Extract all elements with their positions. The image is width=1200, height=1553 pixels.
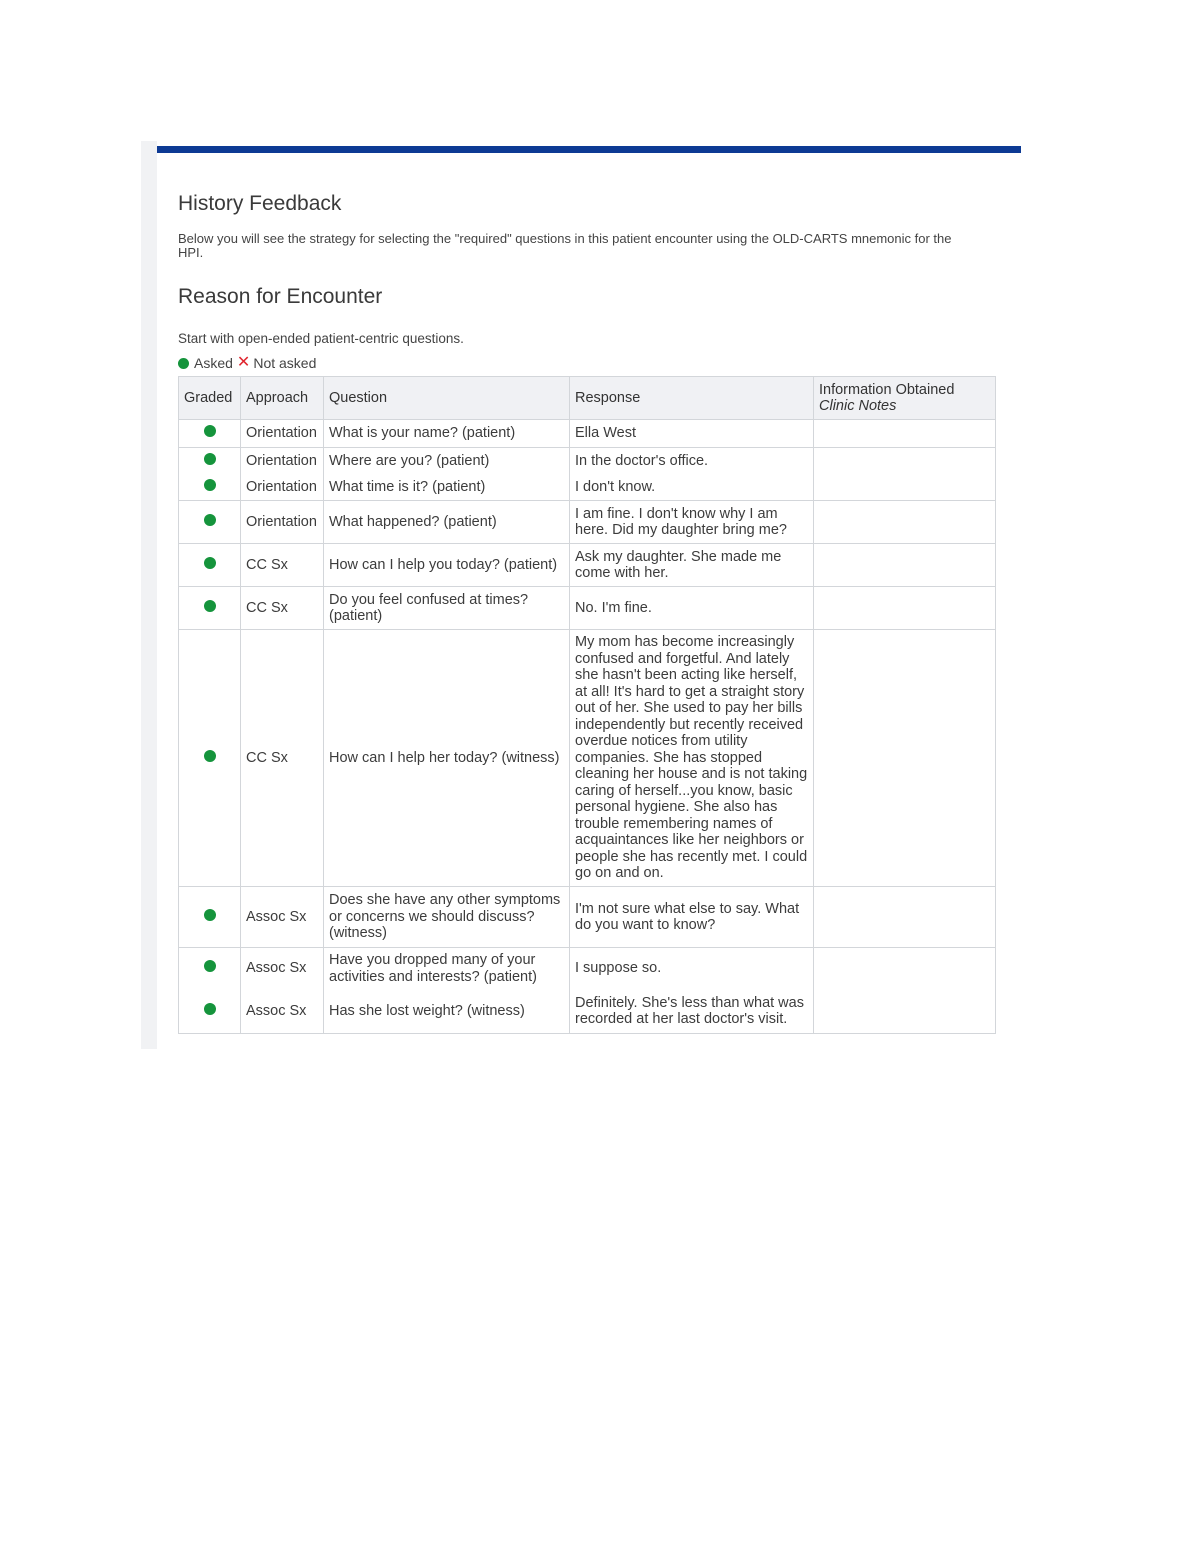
panel-content: [178, 153, 998, 1034]
graded-cell: [179, 989, 241, 1034]
info-cell: [814, 474, 996, 501]
header-info-label: Information Obtained: [819, 381, 955, 398]
question-cell: Do you feel confused at times? (patient): [324, 587, 570, 630]
asked-dot-icon: [204, 557, 216, 569]
info-cell: [814, 420, 996, 448]
asked-dot-icon: [204, 909, 216, 921]
table-row: [179, 989, 996, 1034]
graded-cell: [179, 948, 241, 990]
graded-cell: [179, 544, 241, 587]
info-cell: [814, 448, 996, 475]
page-title: History Feedback: [178, 192, 342, 215]
table-row: [179, 448, 996, 475]
legend-asked-label: Asked: [194, 355, 233, 371]
history-feedback-panel: [157, 141, 1021, 1049]
approach-cell: Assoc Sx: [241, 989, 324, 1034]
asked-dot-icon: [204, 479, 216, 491]
questions-table: [178, 376, 996, 1034]
asked-dot-icon: [204, 1003, 216, 1015]
approach-cell: Orientation: [241, 448, 324, 475]
page-gutter: [141, 141, 157, 1049]
table-row: [179, 501, 996, 544]
question-cell: Has she lost weight? (witness): [324, 989, 570, 1034]
info-cell: [814, 544, 996, 587]
graded-cell: [179, 587, 241, 630]
info-cell: [814, 989, 996, 1034]
table-row: [179, 474, 996, 501]
asked-dot-icon: [204, 425, 216, 437]
green-dot-icon: [178, 358, 189, 369]
header-approach[interactable]: Approach: [241, 377, 324, 420]
lead-text: Start with open-ended patient-centric questions.: [178, 331, 464, 346]
response-cell: I am fine. I don't know why I am here. Did my daughter bring me?: [570, 501, 814, 544]
table-row: [179, 948, 996, 990]
header-response[interactable]: Response: [570, 377, 814, 420]
table-row: [179, 887, 996, 948]
asked-dot-icon: [204, 600, 216, 612]
panel-accent-bar: [157, 146, 1021, 153]
legend: [178, 355, 998, 371]
response-cell: I suppose so.: [570, 948, 814, 990]
graded-cell: [179, 420, 241, 448]
response-cell: My mom has become increasingly confused and forgetful. And lately she hasn't been acting like herself, at all! It's hard to get a straight story out of her. She used to pay her bills independently but recently received overdue notices from utility companies. She has stopped cleaning her house and is not taking caring of herself...you know, basic personal hygiene. She also has trouble remembering names of acquaintances like her neighbors or people she has recently met. I could go on and on.: [570, 630, 814, 887]
response-cell: I don't know.: [570, 474, 814, 501]
header-graded[interactable]: Graded: [179, 377, 241, 420]
response-cell: In the doctor's office.: [570, 448, 814, 475]
response-cell: Ella West: [570, 420, 814, 448]
table-row: [179, 420, 996, 448]
header-info[interactable]: [814, 377, 996, 420]
response-cell: No. I'm fine.: [570, 587, 814, 630]
graded-cell: [179, 474, 241, 501]
header-question[interactable]: Question: [324, 377, 570, 420]
graded-cell: [179, 448, 241, 475]
graded-cell: [179, 501, 241, 544]
asked-dot-icon: [204, 960, 216, 972]
table-row: [179, 630, 996, 887]
response-cell: I'm not sure what else to say. What do you want to know?: [570, 887, 814, 948]
table-header-row: [179, 377, 996, 420]
table-row: [179, 587, 996, 630]
asked-dot-icon: [204, 514, 216, 526]
legend-not-asked-label: Not asked: [253, 355, 317, 371]
approach-cell: Orientation: [241, 420, 324, 448]
approach-cell: Assoc Sx: [241, 887, 324, 948]
question-cell: What time is it? (patient): [324, 474, 570, 501]
approach-cell: Orientation: [241, 501, 324, 544]
intro-text: Below you will see the strategy for selecting the "required" questions in this patient encounter using the OLD-CARTS mnemonic for the HPI.: [178, 231, 952, 260]
question-cell: How can I help her today? (witness): [324, 630, 570, 887]
header-info-sub: Clinic Notes: [819, 398, 897, 414]
graded-cell: [179, 887, 241, 948]
response-cell: Definitely. She's less than what was recorded at her last doctor's visit.: [570, 989, 814, 1034]
approach-cell: CC Sx: [241, 587, 324, 630]
question-cell: What is your name? (patient): [324, 420, 570, 448]
asked-dot-icon: [204, 453, 216, 465]
approach-cell: CC Sx: [241, 544, 324, 587]
red-x-icon: ✕: [236, 354, 251, 371]
response-cell: Ask my daughter. She made me come with her.: [570, 544, 814, 587]
question-cell: How can I help you today? (patient): [324, 544, 570, 587]
question-cell: Have you dropped many of your activities and interests? (patient): [324, 948, 570, 990]
question-cell: Does she have any other symptoms or concerns we should discuss? (witness): [324, 887, 570, 948]
approach-cell: CC Sx: [241, 630, 324, 887]
info-cell: [814, 501, 996, 544]
table-row: [179, 544, 996, 587]
approach-cell: Assoc Sx: [241, 948, 324, 990]
info-cell: [814, 887, 996, 948]
question-cell: What happened? (patient): [324, 501, 570, 544]
graded-cell: [179, 630, 241, 887]
asked-dot-icon: [204, 750, 216, 762]
section-title: Reason for Encounter: [178, 285, 383, 308]
info-cell: [814, 630, 996, 887]
approach-cell: Orientation: [241, 474, 324, 501]
info-cell: [814, 948, 996, 990]
question-cell: Where are you? (patient): [324, 448, 570, 475]
info-cell: [814, 587, 996, 630]
